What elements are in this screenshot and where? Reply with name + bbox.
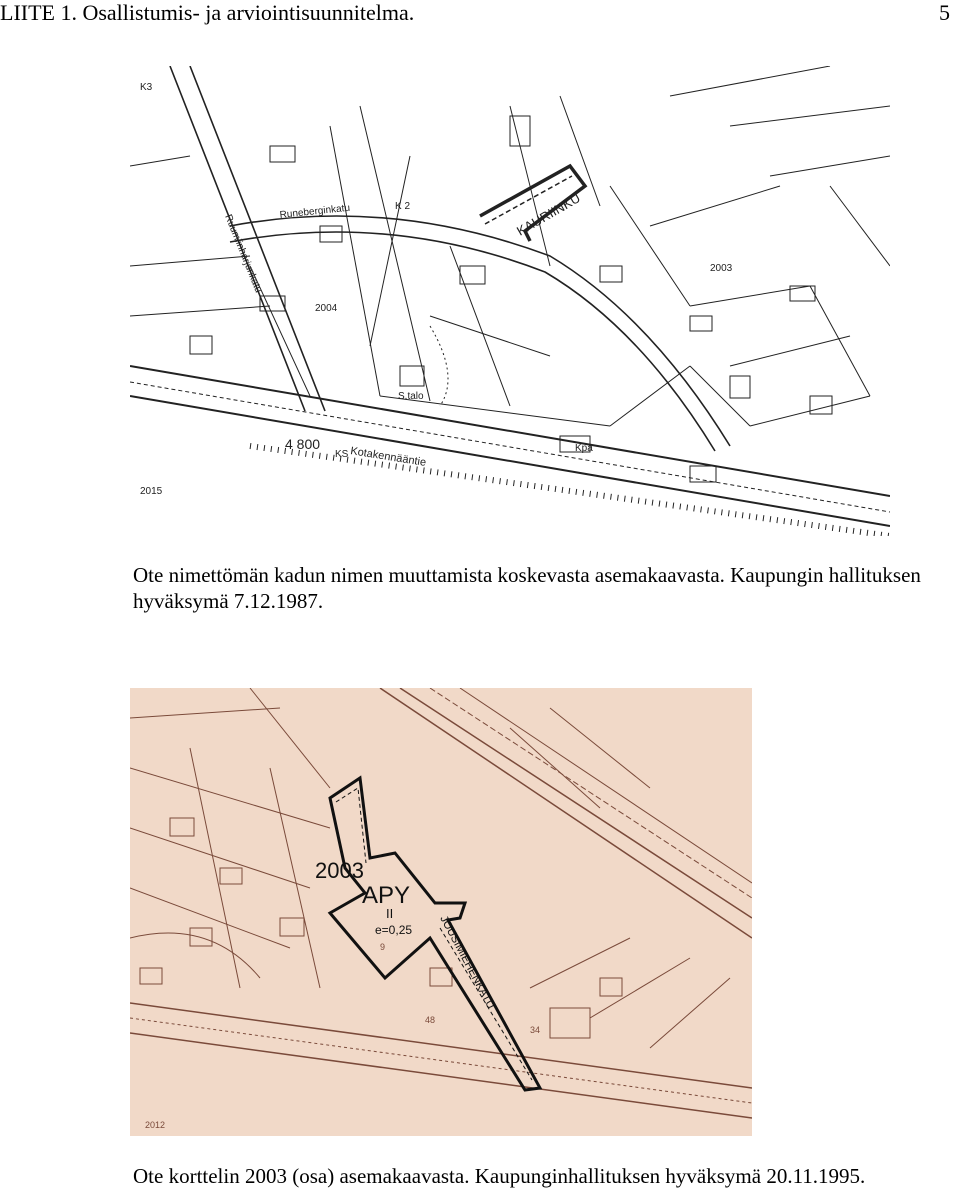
map2-street-jousimiehenkatu: JOUSIMIEHENKATU xyxy=(437,913,497,1011)
map1-label-staio: S.talo xyxy=(398,391,424,402)
caption-map-1995: Ote korttelin 2003 (osa) asemakaavasta. Kaupunginhallituksen hyväksymä 20.11.1995. xyxy=(133,1164,866,1188)
map1-coord-4800: 4 800 xyxy=(285,436,321,452)
map2-label-apy: APY xyxy=(362,882,411,909)
map1-label-kpa: Kpa xyxy=(575,443,593,454)
map1-street-vertical: Ruumiinharjunkatu xyxy=(222,213,264,295)
page-number: 5 xyxy=(939,0,950,25)
map2-label-roman-ii: II xyxy=(386,906,394,921)
map1-block-2004: 2004 xyxy=(315,303,338,314)
map1-label-k3: K3 xyxy=(140,82,153,93)
map1-street-kotakennaantie: Kotakennääntie xyxy=(349,445,427,469)
map1-block-2015: 2015 xyxy=(140,486,163,497)
document-title: LIITE 1. Osallistumis- ja arviointisuunnitelma. xyxy=(0,0,415,25)
map1-block-2003: 2003 xyxy=(710,263,733,274)
map1-label-k2: K 2 xyxy=(395,201,411,212)
map2-label-efficiency: e=0,25 xyxy=(375,923,413,937)
map2-label-9: 9 xyxy=(380,942,386,952)
caption-map-1987: Ote nimettömän kadun nimen muuttamista koskevasta asemakaavasta. Kaupungin hallituksen hyväksymä 7.12.1987. xyxy=(133,563,921,613)
map2-label-48: 48 xyxy=(425,1015,436,1025)
map2-label-34: 34 xyxy=(530,1025,541,1035)
zoning-map-1987 xyxy=(130,66,890,536)
map2-block-2003: 2003 xyxy=(315,858,364,883)
map1-street-kauriinku: KAURIINKU xyxy=(514,190,583,239)
map1-label-ks: KS xyxy=(335,449,349,460)
zoning-map-1995 xyxy=(130,688,752,1136)
map1-street-runeberginkatu: Runeberginkatu xyxy=(279,202,351,221)
map2-block-2012: 2012 xyxy=(145,1120,166,1130)
